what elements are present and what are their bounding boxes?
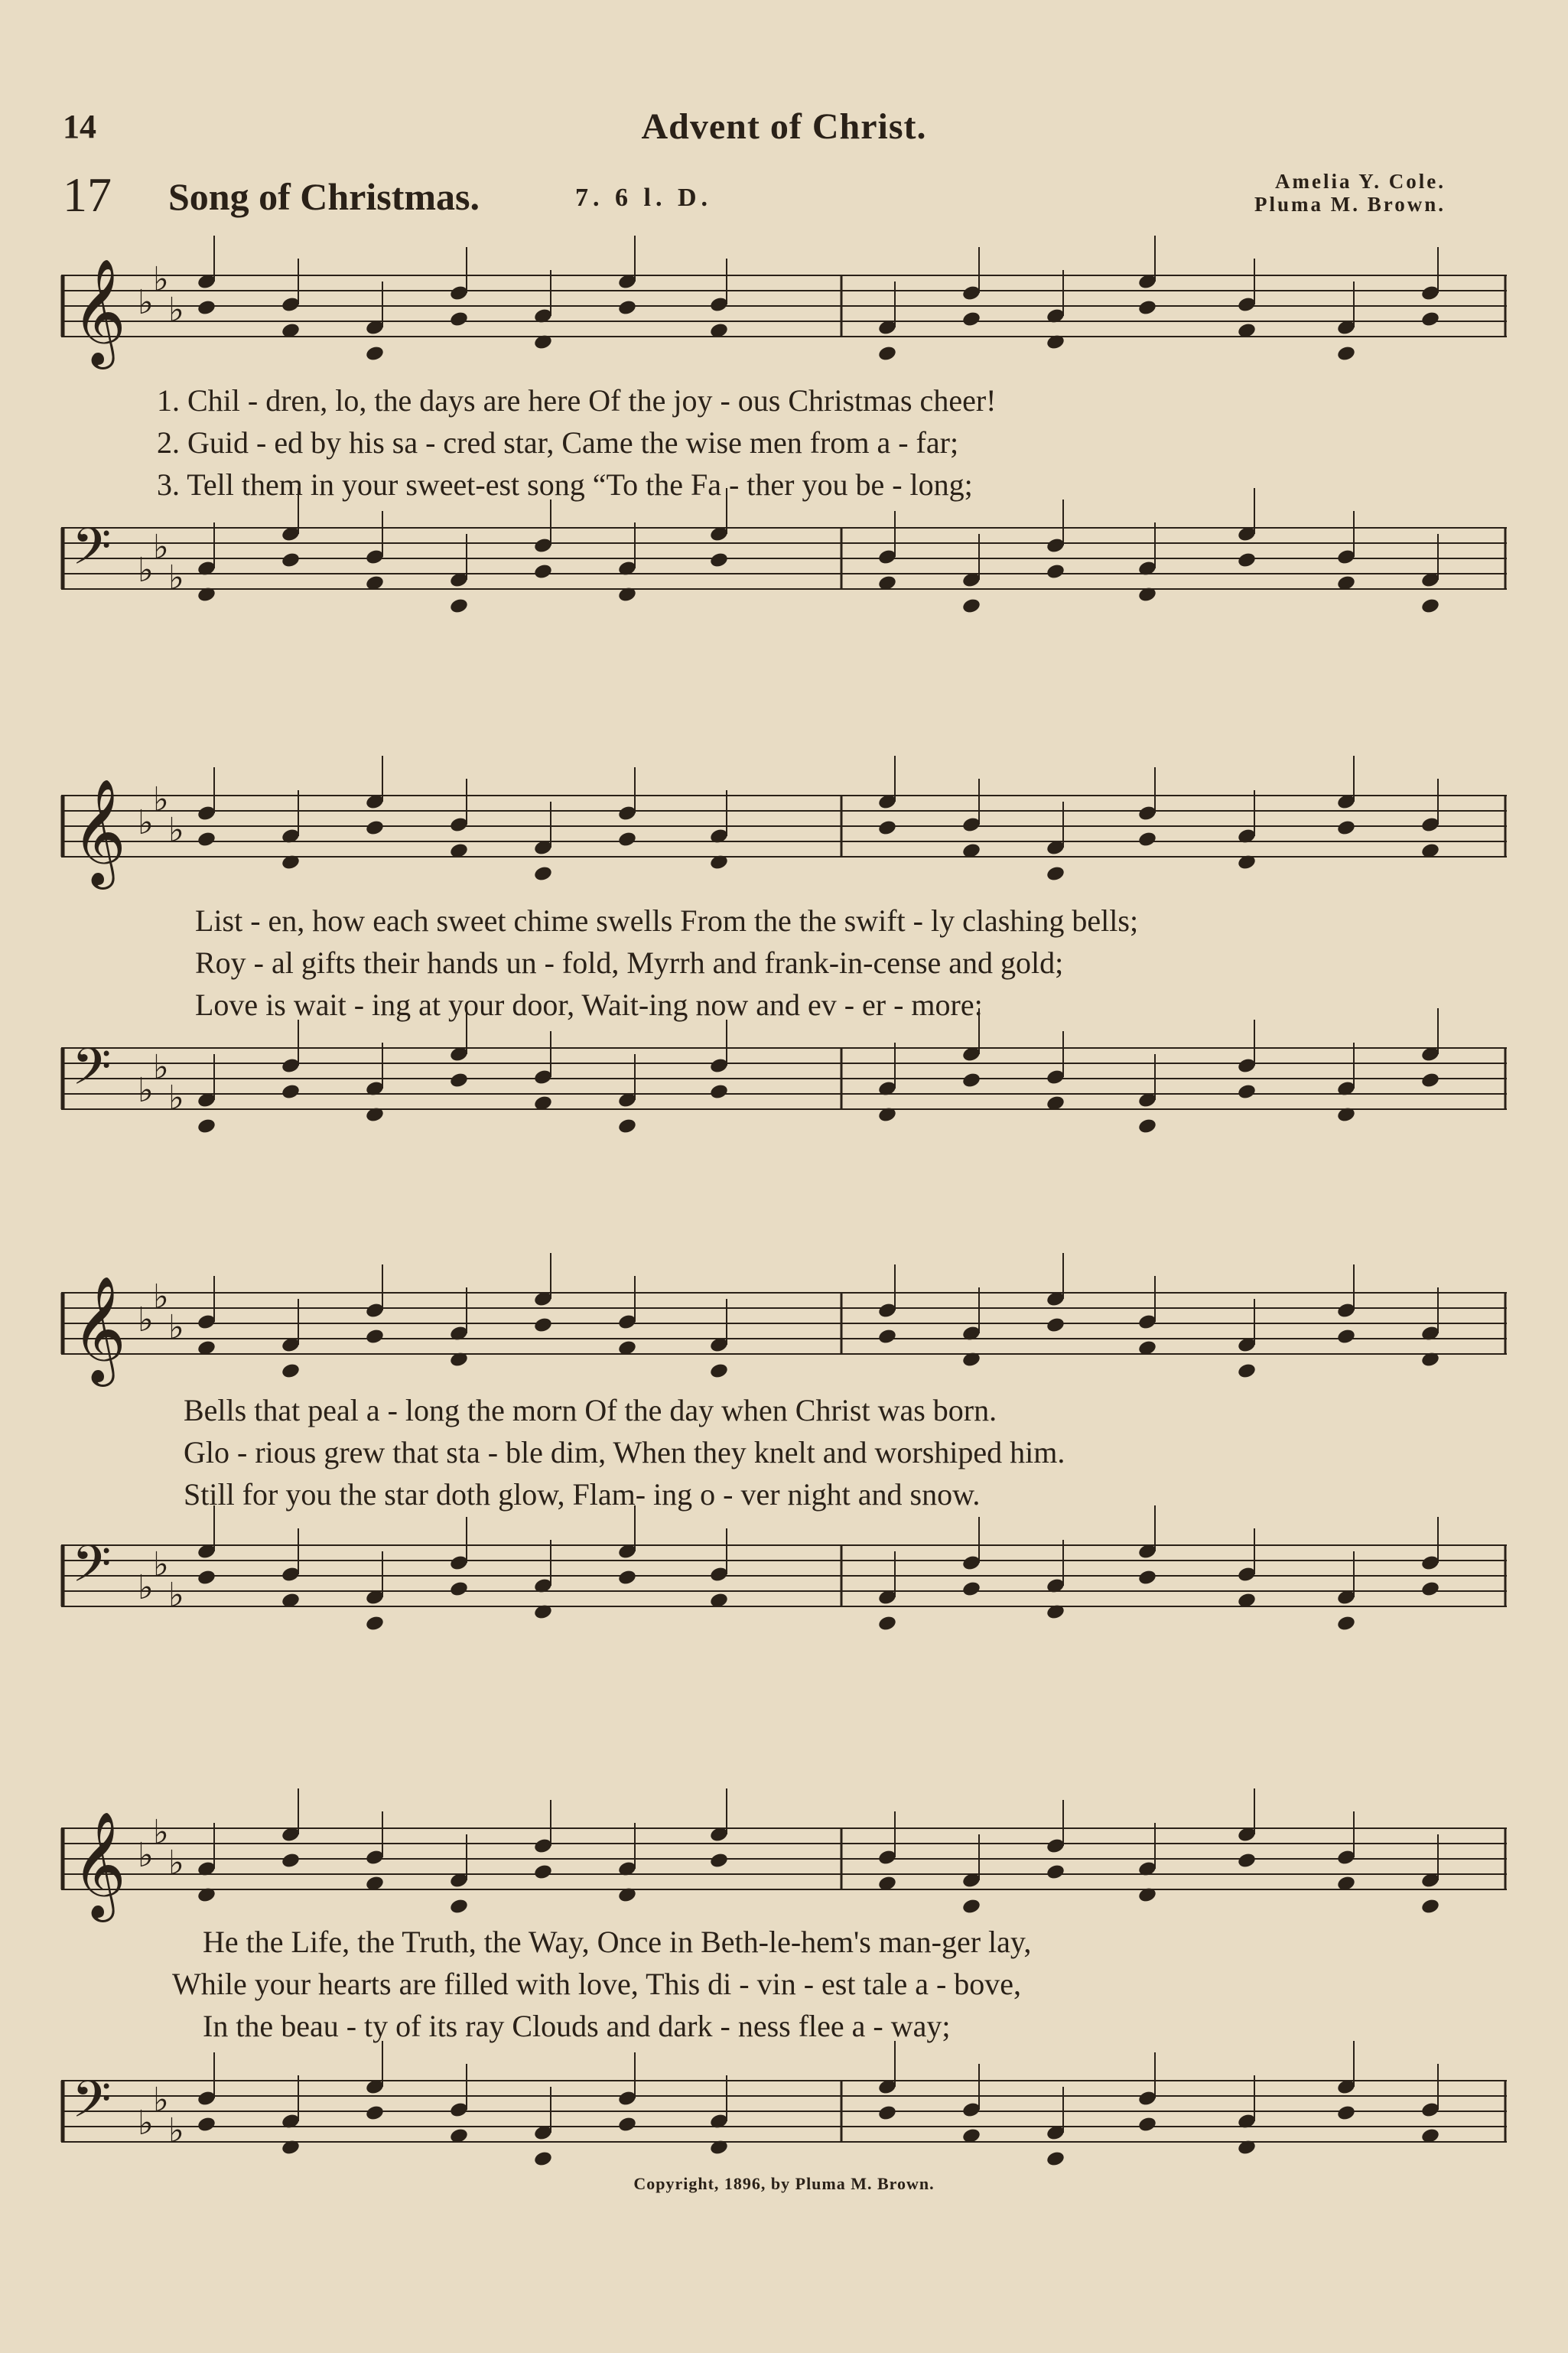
flat-icon: ♭ — [138, 803, 154, 842]
bass-staff — [61, 2058, 1514, 2172]
note-head — [1137, 2116, 1157, 2133]
note-head — [617, 831, 637, 848]
note-head — [961, 1072, 981, 1089]
music-system-1 — [61, 252, 1514, 620]
note-head — [281, 1362, 301, 1380]
flat-icon: ♭ — [153, 1545, 169, 1584]
hymn-number: 17 — [63, 168, 112, 222]
music-system-2 — [61, 773, 1514, 1140]
flat-icon: ♭ — [153, 1813, 169, 1852]
flat-icon: ♭ — [168, 291, 184, 330]
note-head — [1137, 831, 1157, 848]
bass-staff — [61, 1522, 1514, 1637]
treble-staff — [61, 252, 1514, 367]
note-head — [1237, 1362, 1257, 1380]
note-head — [197, 299, 216, 317]
note-head — [617, 1118, 637, 1135]
note-head — [709, 1852, 729, 1870]
treble-staff — [61, 773, 1514, 887]
note-head — [1336, 1328, 1356, 1346]
note-head — [197, 2116, 216, 2133]
verse-1-line: List - en, how each sweet chime swells From the the swift - ly clashing bells; — [195, 903, 1139, 938]
verse-2-line: Glo - rious grew that sta - ble dim, When they knelt and worshiped him. — [184, 1435, 1065, 1469]
flat-icon: ♭ — [138, 551, 154, 590]
note-head — [1046, 1316, 1065, 1334]
verse-2-line: Roy - al gifts their hands un - fold, Myrrh and frank-in-cense and gold; — [195, 945, 1064, 980]
treble-clef-icon: 𝄞 — [72, 1811, 126, 1918]
note-head — [961, 597, 981, 615]
verse-3-line: Still for you the star doth glow, Flam- ing o - ver night and snow. — [184, 1477, 981, 1512]
note-head — [617, 2116, 637, 2133]
note-head — [449, 597, 469, 615]
flat-icon: ♭ — [153, 528, 169, 567]
composer-credit: Pluma M. Brown. — [1254, 193, 1446, 216]
note-head — [1237, 1852, 1257, 1870]
flat-icon: ♭ — [153, 780, 169, 819]
note-head — [533, 563, 553, 581]
flat-icon: ♭ — [138, 1568, 154, 1607]
note-head — [961, 1580, 981, 1598]
flat-icon: ♭ — [168, 1576, 184, 1615]
treble-staff — [61, 1270, 1514, 1385]
flat-icon: ♭ — [138, 283, 154, 322]
verse-2-line: 2. Guid - ed by his sa - cred star, Came the wise men from a - far; — [157, 425, 959, 460]
flat-icon: ♭ — [168, 1308, 184, 1347]
note-head — [365, 1328, 385, 1346]
note-head — [1137, 1118, 1157, 1135]
flat-icon: ♭ — [168, 558, 184, 597]
note-head — [365, 1615, 385, 1632]
note-head — [617, 1569, 637, 1587]
note-head — [877, 345, 897, 363]
treble-clef-icon: 𝄞 — [72, 259, 126, 365]
music-system-4 — [61, 1805, 1514, 2172]
flat-icon: ♭ — [153, 2081, 169, 2120]
treble-staff — [61, 1805, 1514, 1920]
note-head — [1420, 1580, 1440, 1598]
note-head — [1336, 345, 1356, 363]
note-head — [1420, 311, 1440, 328]
note-head — [449, 311, 469, 328]
lyricist-credit: Amelia Y. Cole. — [1275, 170, 1446, 193]
bass-clef-icon: 𝄢 — [72, 2070, 112, 2141]
note-head — [1046, 563, 1065, 581]
flat-icon: ♭ — [138, 1300, 154, 1339]
note-head — [449, 1580, 469, 1598]
flat-icon: ♭ — [153, 1048, 169, 1087]
running-head: Advent of Christ. — [641, 106, 927, 147]
note-head — [1420, 1072, 1440, 1089]
note-head — [1237, 1083, 1257, 1101]
verse-1-line: He the Life, the Truth, the Way, Once in Beth-le-hem's man-ger lay, — [203, 1925, 1032, 1959]
note-head — [1336, 819, 1356, 837]
note-head — [281, 1852, 301, 1870]
note-head — [709, 1083, 729, 1101]
verse-1-line: 1. Chil - dren, lo, the days are here Of the joy - ous Christmas cheer! — [157, 383, 997, 418]
treble-clef-icon: 𝄞 — [72, 779, 126, 885]
verse-3-line: In the beau - ty of its ray Clouds and dark - ness flee a - way; — [203, 2009, 951, 2043]
note-head — [1420, 597, 1440, 615]
flat-icon: ♭ — [153, 260, 169, 299]
note-head — [533, 2150, 553, 2168]
hymn-credits — [1254, 170, 1446, 216]
bass-staff — [61, 505, 1514, 620]
verse-1-line: Bells that peal a - long the morn Of the day when Christ was born. — [184, 1393, 997, 1427]
note-head — [449, 1072, 469, 1089]
note-head — [533, 1863, 553, 1881]
flat-icon: ♭ — [168, 1844, 184, 1883]
bass-staff — [61, 1025, 1514, 1140]
note-head — [281, 552, 301, 569]
note-head — [961, 1898, 981, 1915]
treble-clef-icon: 𝄞 — [72, 1276, 126, 1382]
flat-icon: ♭ — [168, 2111, 184, 2150]
flat-icon: ♭ — [168, 811, 184, 850]
note-head — [877, 2104, 897, 2122]
flat-icon: ♭ — [138, 2104, 154, 2143]
flat-icon: ♭ — [138, 1071, 154, 1110]
bass-clef-icon: 𝄢 — [72, 517, 112, 588]
verse-3-line: 3. Tell them in your sweet-est song “To the Fa - ther you be - long; — [157, 467, 973, 502]
flat-icon: ♭ — [153, 1277, 169, 1316]
page-number: 14 — [63, 108, 96, 145]
note-head — [1420, 1898, 1440, 1915]
note-head — [1137, 299, 1157, 317]
note-head — [1137, 1569, 1157, 1587]
note-head — [197, 1118, 216, 1135]
note-head — [1046, 865, 1065, 883]
note-head — [1237, 552, 1257, 569]
note-head — [961, 311, 981, 328]
note-head — [877, 1328, 897, 1346]
music-system-3 — [61, 1270, 1514, 1637]
verse-3-line: Love is wait - ing at your door, Wait-ing now and ev - er - more: — [195, 988, 983, 1022]
note-head — [449, 1898, 469, 1915]
note-head — [1046, 2150, 1065, 2168]
hymn-meter: 7. 6 l. D. — [575, 184, 712, 212]
bass-clef-icon: 𝄢 — [72, 1037, 112, 1108]
note-head — [365, 2104, 385, 2122]
note-head — [197, 1569, 216, 1587]
flat-icon: ♭ — [138, 1836, 154, 1875]
note-head — [877, 1615, 897, 1632]
bass-clef-icon: 𝄢 — [72, 1534, 112, 1606]
note-head — [1046, 1863, 1065, 1881]
note-head — [709, 552, 729, 569]
verse-2-line: While your hearts are filled with love, This di - vin - est tale a - bove, — [172, 1967, 1022, 2001]
copyright-notice: Copyright, 1896, by Pluma M. Brown. — [633, 2174, 935, 2193]
note-head — [197, 831, 216, 848]
note-head — [365, 345, 385, 363]
note-head — [617, 299, 637, 317]
note-head — [281, 1083, 301, 1101]
note-head — [709, 1362, 729, 1380]
flat-icon: ♭ — [168, 1079, 184, 1118]
note-head — [1336, 2104, 1356, 2122]
note-head — [533, 1316, 553, 1334]
note-head — [1336, 1615, 1356, 1632]
note-head — [877, 819, 897, 837]
note-head — [365, 819, 385, 837]
note-head — [533, 865, 553, 883]
hymn-title: Song of Christmas. — [168, 175, 480, 218]
